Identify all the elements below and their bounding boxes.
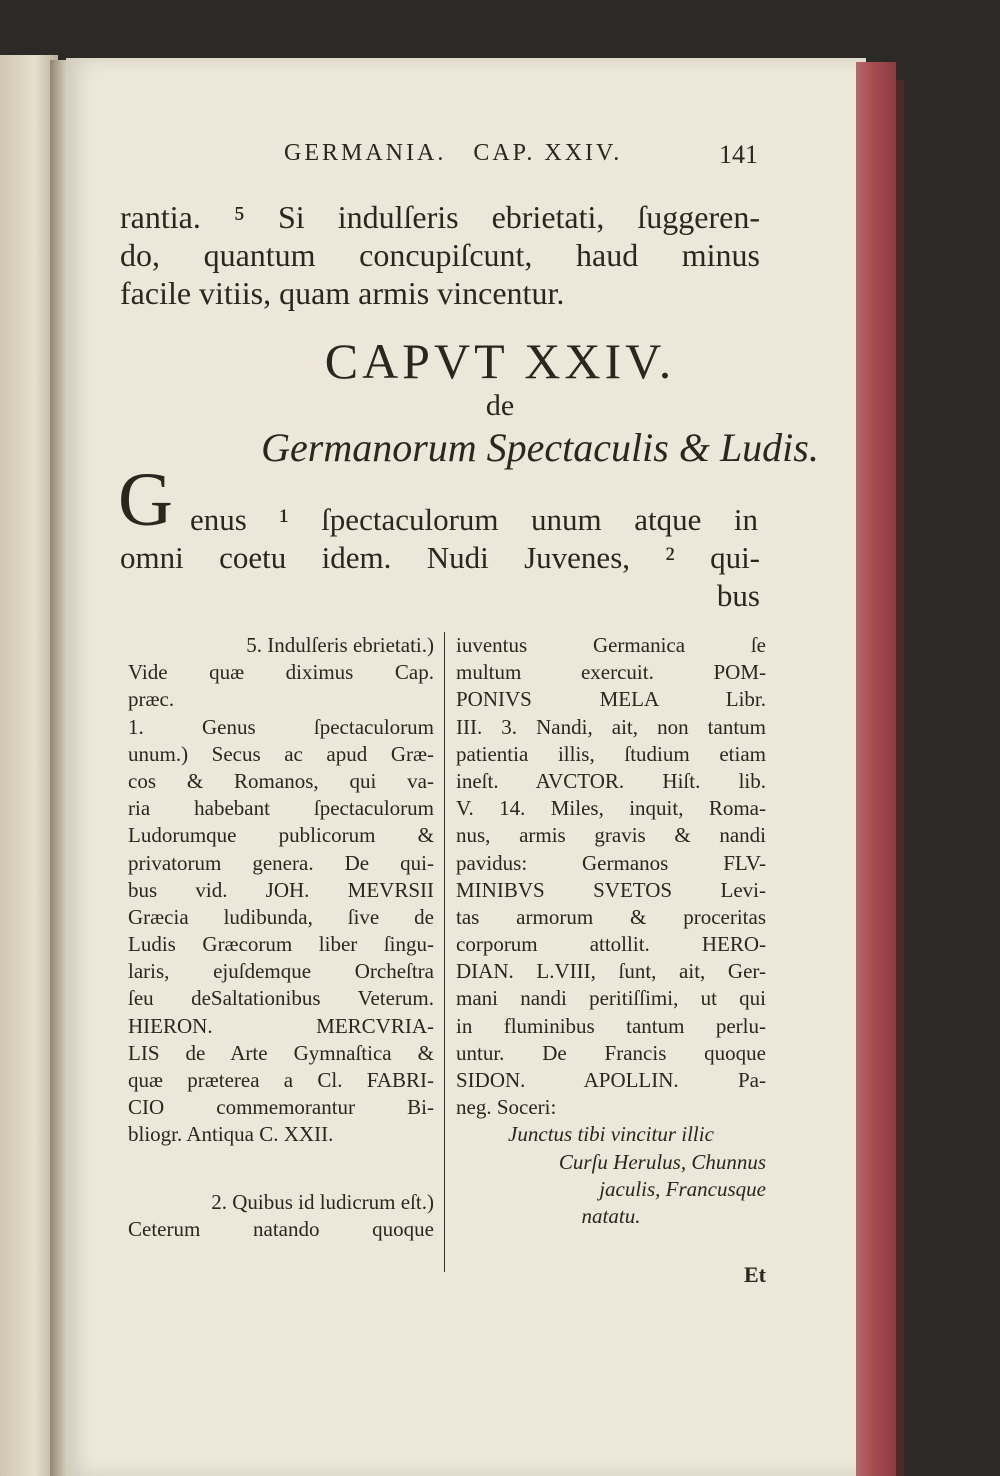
note-gap: [128, 1149, 434, 1189]
footnotes-right-column: [456, 632, 766, 1230]
catchword: Et: [744, 1262, 766, 1287]
footnote-line: laris, ejuſdemque Orcheſtra: [128, 959, 434, 984]
column-divider: [444, 632, 445, 1272]
opening-line-3: bus: [716, 578, 760, 613]
footnote-line: bliogr. Antiqua C. XXII.: [128, 1122, 334, 1147]
body-line-2: do, quantum concupiſcunt, haud minus: [120, 237, 760, 273]
footnote-line: Ludorumque publicorum &: [128, 823, 434, 848]
footnote-line: præc.: [128, 687, 175, 712]
footnote-line: 1. Genus ſpectaculorum: [128, 714, 434, 739]
red-page-edges: [856, 62, 896, 1476]
footnote-line: unum.) Secus ac apud Græ-: [128, 741, 434, 766]
opening-line-2: omni coetu idem. Nudi Juvenes, ² qui-: [120, 540, 760, 575]
footnote-line: ſeu deSaltationibus Veterum.: [128, 986, 434, 1011]
running-head: [284, 140, 764, 167]
footnote-line: patientia illis, ſtudium etiam: [456, 741, 766, 766]
drop-capital: G: [118, 458, 173, 542]
footnote-line: CIO commemorantur Bi-: [128, 1095, 434, 1120]
footnote-line: corporum attollit. HERO-: [456, 932, 766, 957]
footnote-line: Ludis Græcorum liber ſingu-: [128, 932, 434, 957]
footnote-line: 2. Quibus id ludicrum eſt.): [211, 1189, 434, 1214]
footnote-line: untur. De Francis quoque: [456, 1040, 766, 1065]
footnote-line: LIS de Arte Gymnaſtica &: [128, 1040, 434, 1065]
chapter-de: de: [485, 389, 515, 422]
footnote-line: SIDON. APOLLIN. Pa-: [456, 1068, 766, 1092]
footnote-line: III. 3. Nandi, ait, non tantum: [456, 714, 766, 739]
book-cover-edge: [896, 80, 904, 1476]
footnote-line: MINIBVS SVETOS Levi-: [456, 877, 766, 902]
footnote-line: jaculis, Francusque: [599, 1176, 766, 1201]
footnote-line: Junctus tibi vincitur illic: [508, 1122, 714, 1147]
footnote-line: Ceterum natando quoque: [128, 1216, 434, 1241]
footnotes-left-column: [128, 632, 434, 1243]
body-line-3: facile vitiis, quam armis vincentur.: [120, 275, 565, 311]
footnote-line: quæ præterea a Cl. FABRI-: [128, 1068, 434, 1092]
footnote-line: in fluminibus tantum perlu-: [456, 1013, 766, 1038]
footnote-line: 5. Indulſeris ebrietati.): [246, 633, 434, 657]
page-number: 141: [719, 140, 758, 169]
footnote-line: bus vid. JOH. MEVRSII: [128, 877, 434, 902]
footnote-line: ria habebant ſpectaculorum: [128, 796, 434, 821]
footnote-line: pavidus: Germanos FLV-: [456, 850, 766, 875]
footnote-line: PONIVS MELA Libr.: [456, 687, 766, 712]
footnote-line: iuventus Germanica ſe: [456, 633, 766, 657]
footnote-line: multum exercuit. POM-: [456, 660, 766, 685]
footnote-line: mani nandi peritiſſimi, ut qui: [456, 986, 766, 1011]
opening-line-1: enus ¹ ſpectaculorum unum atque in: [190, 502, 758, 537]
chapter-heading: CAPVT XXIV.: [324, 333, 676, 389]
footnote-line: tas armorum & proceritas: [456, 904, 766, 929]
footnote-line: Curſu Herulus, Chunnus: [558, 1149, 766, 1174]
footnote-line: DIAN. L.VIII, ſunt, ait, Ger-: [456, 959, 766, 984]
footnote-line: neg. Soceri:: [456, 1095, 557, 1120]
footnote-line: nus, armis gravis & nandi: [456, 823, 766, 848]
footnote-line: Vide quæ diximus Cap.: [128, 660, 434, 685]
footnote-line: cos & Romanos, qui va-: [128, 768, 434, 793]
footnote-line: ineſt. AVCTOR. Hiſt. lib.: [456, 768, 766, 793]
footnote-line: natatu.: [581, 1203, 641, 1228]
chapter-subtitle: Germanorum Spectaculis & Ludis.: [261, 425, 819, 470]
body-line-1: rantia. ⁵ Si indulſeris ebrietati, ſuggeren-: [120, 199, 760, 235]
footnote-line: V. 14. Miles, inquit, Roma-: [456, 796, 766, 821]
footnote-line: Græcia ludibunda, ſive de: [128, 904, 434, 929]
footnote-line: privatorum genera. De qui-: [128, 850, 434, 875]
running-head-title: GERMANIA. CAP. XXIV.: [284, 140, 623, 166]
footnote-line: HIERON. MERCVRIA-: [128, 1013, 434, 1038]
